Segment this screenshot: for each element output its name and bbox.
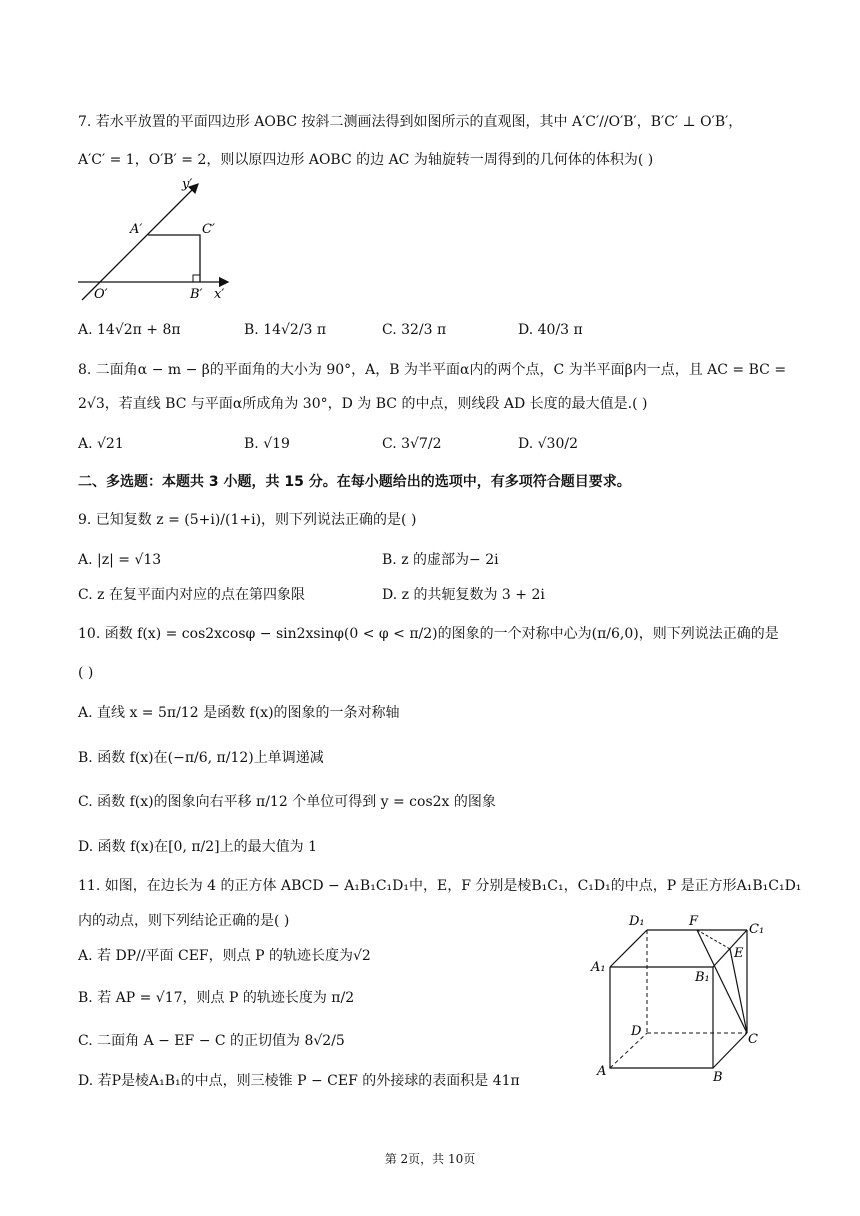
q11-label-f: F bbox=[689, 914, 699, 929]
q8-option-a: A. √21 bbox=[78, 436, 124, 452]
q7-option-c: C. 32/3 π bbox=[382, 322, 447, 338]
q7-quad bbox=[148, 235, 200, 282]
q7-text-line1: 7. 若水平放置的平面四边形 AOBC 按斜二测画法得到如图所示的直观图，其中 A′C′//O′B′，B′C′ ⊥ O′B′， bbox=[78, 114, 743, 130]
q9-option-b: B. z 的虚部为− 2i bbox=[382, 552, 499, 568]
q8-text-line2: 2√3，若直线 BC 与平面α所成角为 30°，D 为 BC 的中点，则线段 AD 长度的最大值是.( ) bbox=[78, 396, 648, 412]
q7-option-d: D. 40/3 π bbox=[518, 322, 583, 338]
q11-label-d1: D₁ bbox=[629, 914, 645, 929]
q10-option-a: A. 直线 x = 5π/12 是函数 f(x)的图象的一条对称轴 bbox=[78, 705, 400, 721]
q7-label-b: B′ bbox=[190, 287, 203, 302]
q11-label-e: E bbox=[734, 946, 744, 961]
q11-label-a: A bbox=[597, 1064, 607, 1079]
q10-option-d: D. 函数 f(x)在[0, π/2]上的最大值为 1 bbox=[78, 839, 317, 855]
q11-cube-figure bbox=[585, 905, 775, 1085]
q8-option-c: C. 3√7/2 bbox=[382, 436, 442, 452]
q7-label-o: O′ bbox=[94, 287, 108, 302]
q7-figure bbox=[70, 172, 240, 307]
q9-option-a: A. |z| = √13 bbox=[78, 552, 162, 568]
q10-text-line2: ( ) bbox=[78, 665, 94, 681]
q11-option-d: D. 若P是棱A₁B₁的中点，则三棱锥 P − CEF 的外接球的表面积是 41π bbox=[78, 1073, 520, 1089]
q7-right-angle bbox=[193, 275, 200, 282]
q11-label-d: D bbox=[631, 1024, 642, 1039]
q7-label-a: A′ bbox=[130, 222, 143, 237]
q7-label-y: y′ bbox=[182, 177, 193, 192]
q7-text-line2: A′C′ = 1，O′B′ = 2，则以原四边形 AOBC 的边 AC 为轴旋转一周得到的几何体的体积为( ) bbox=[78, 152, 654, 168]
q11-option-b: B. 若 AP = √17，则点 P 的轨迹长度为 π/2 bbox=[78, 990, 355, 1006]
q10-text-line1: 10. 函数 f(x) = cos2xcosφ − sin2xsinφ(0 < φ < π/2)的图象的一个对称中心为(π/6,0)，则下列说法正确的是 bbox=[78, 626, 779, 642]
page-footer: 第 2页，共 10页 bbox=[384, 1152, 476, 1166]
q7-label-c: C′ bbox=[202, 222, 215, 237]
q11-label-b1: B₁ bbox=[695, 970, 710, 985]
q11-label-c: C bbox=[748, 1032, 758, 1047]
q11-label-c1: C₁ bbox=[749, 922, 765, 937]
q11-option-a: A. 若 DP//平面 CEF，则点 P 的轨迹长度为√2 bbox=[78, 948, 371, 964]
section-2-heading: 二、多选题：本题共 3 小题，共 15 分。在每小题给出的选项中，有多项符合题目要求。 bbox=[78, 474, 631, 490]
q7-option-b: B. 14√2/3 π bbox=[244, 322, 327, 338]
q10-option-c: C. 函数 f(x)的图象向右平移 π/12 个单位可得到 y = cos2x 的图象 bbox=[78, 794, 496, 810]
q9-text-line1: 9. 已知复数 z = (5+i)/(1+i)，则下列说法正确的是( ) bbox=[78, 512, 417, 528]
q9-option-d: D. z 的共轭复数为 3 + 2i bbox=[382, 587, 545, 603]
q11-edge-ec bbox=[730, 949, 747, 1033]
q11-option-c: C. 二面角 A − EF − C 的正切值为 8√2/5 bbox=[78, 1033, 345, 1049]
q11-text-line1: 11. 如图，在边长为 4 的正方体 ABCD − A₁B₁C₁D₁中，E，F 分别是棱B₁C₁，C₁D₁的中点，P 是正方形A₁B₁C₁D₁ bbox=[78, 878, 802, 894]
q8-option-d: D. √30/2 bbox=[518, 436, 578, 452]
q8-text-line1: 8. 二面角α − m − β的平面角的大小为 90°，A，B 为半平面α内的两个点，C 为半平面β内一点，且 AC = BC = bbox=[78, 362, 787, 378]
q7-label-x: x′ bbox=[214, 287, 225, 302]
q11-text-line2: 内的动点，则下列结论正确的是( ) bbox=[78, 913, 290, 929]
q8-option-b: B. √19 bbox=[244, 436, 290, 452]
q7-option-a: A. 14√2π + 8π bbox=[78, 322, 181, 338]
q11-label-a1: A₁ bbox=[591, 960, 606, 975]
q9-option-c: C. z 在复平面内对应的点在第四象限 bbox=[78, 587, 305, 603]
q11-label-b: B bbox=[713, 1070, 723, 1085]
q10-option-b: B. 函数 f(x)在(−π/6, π/12)上单调递减 bbox=[78, 750, 324, 766]
